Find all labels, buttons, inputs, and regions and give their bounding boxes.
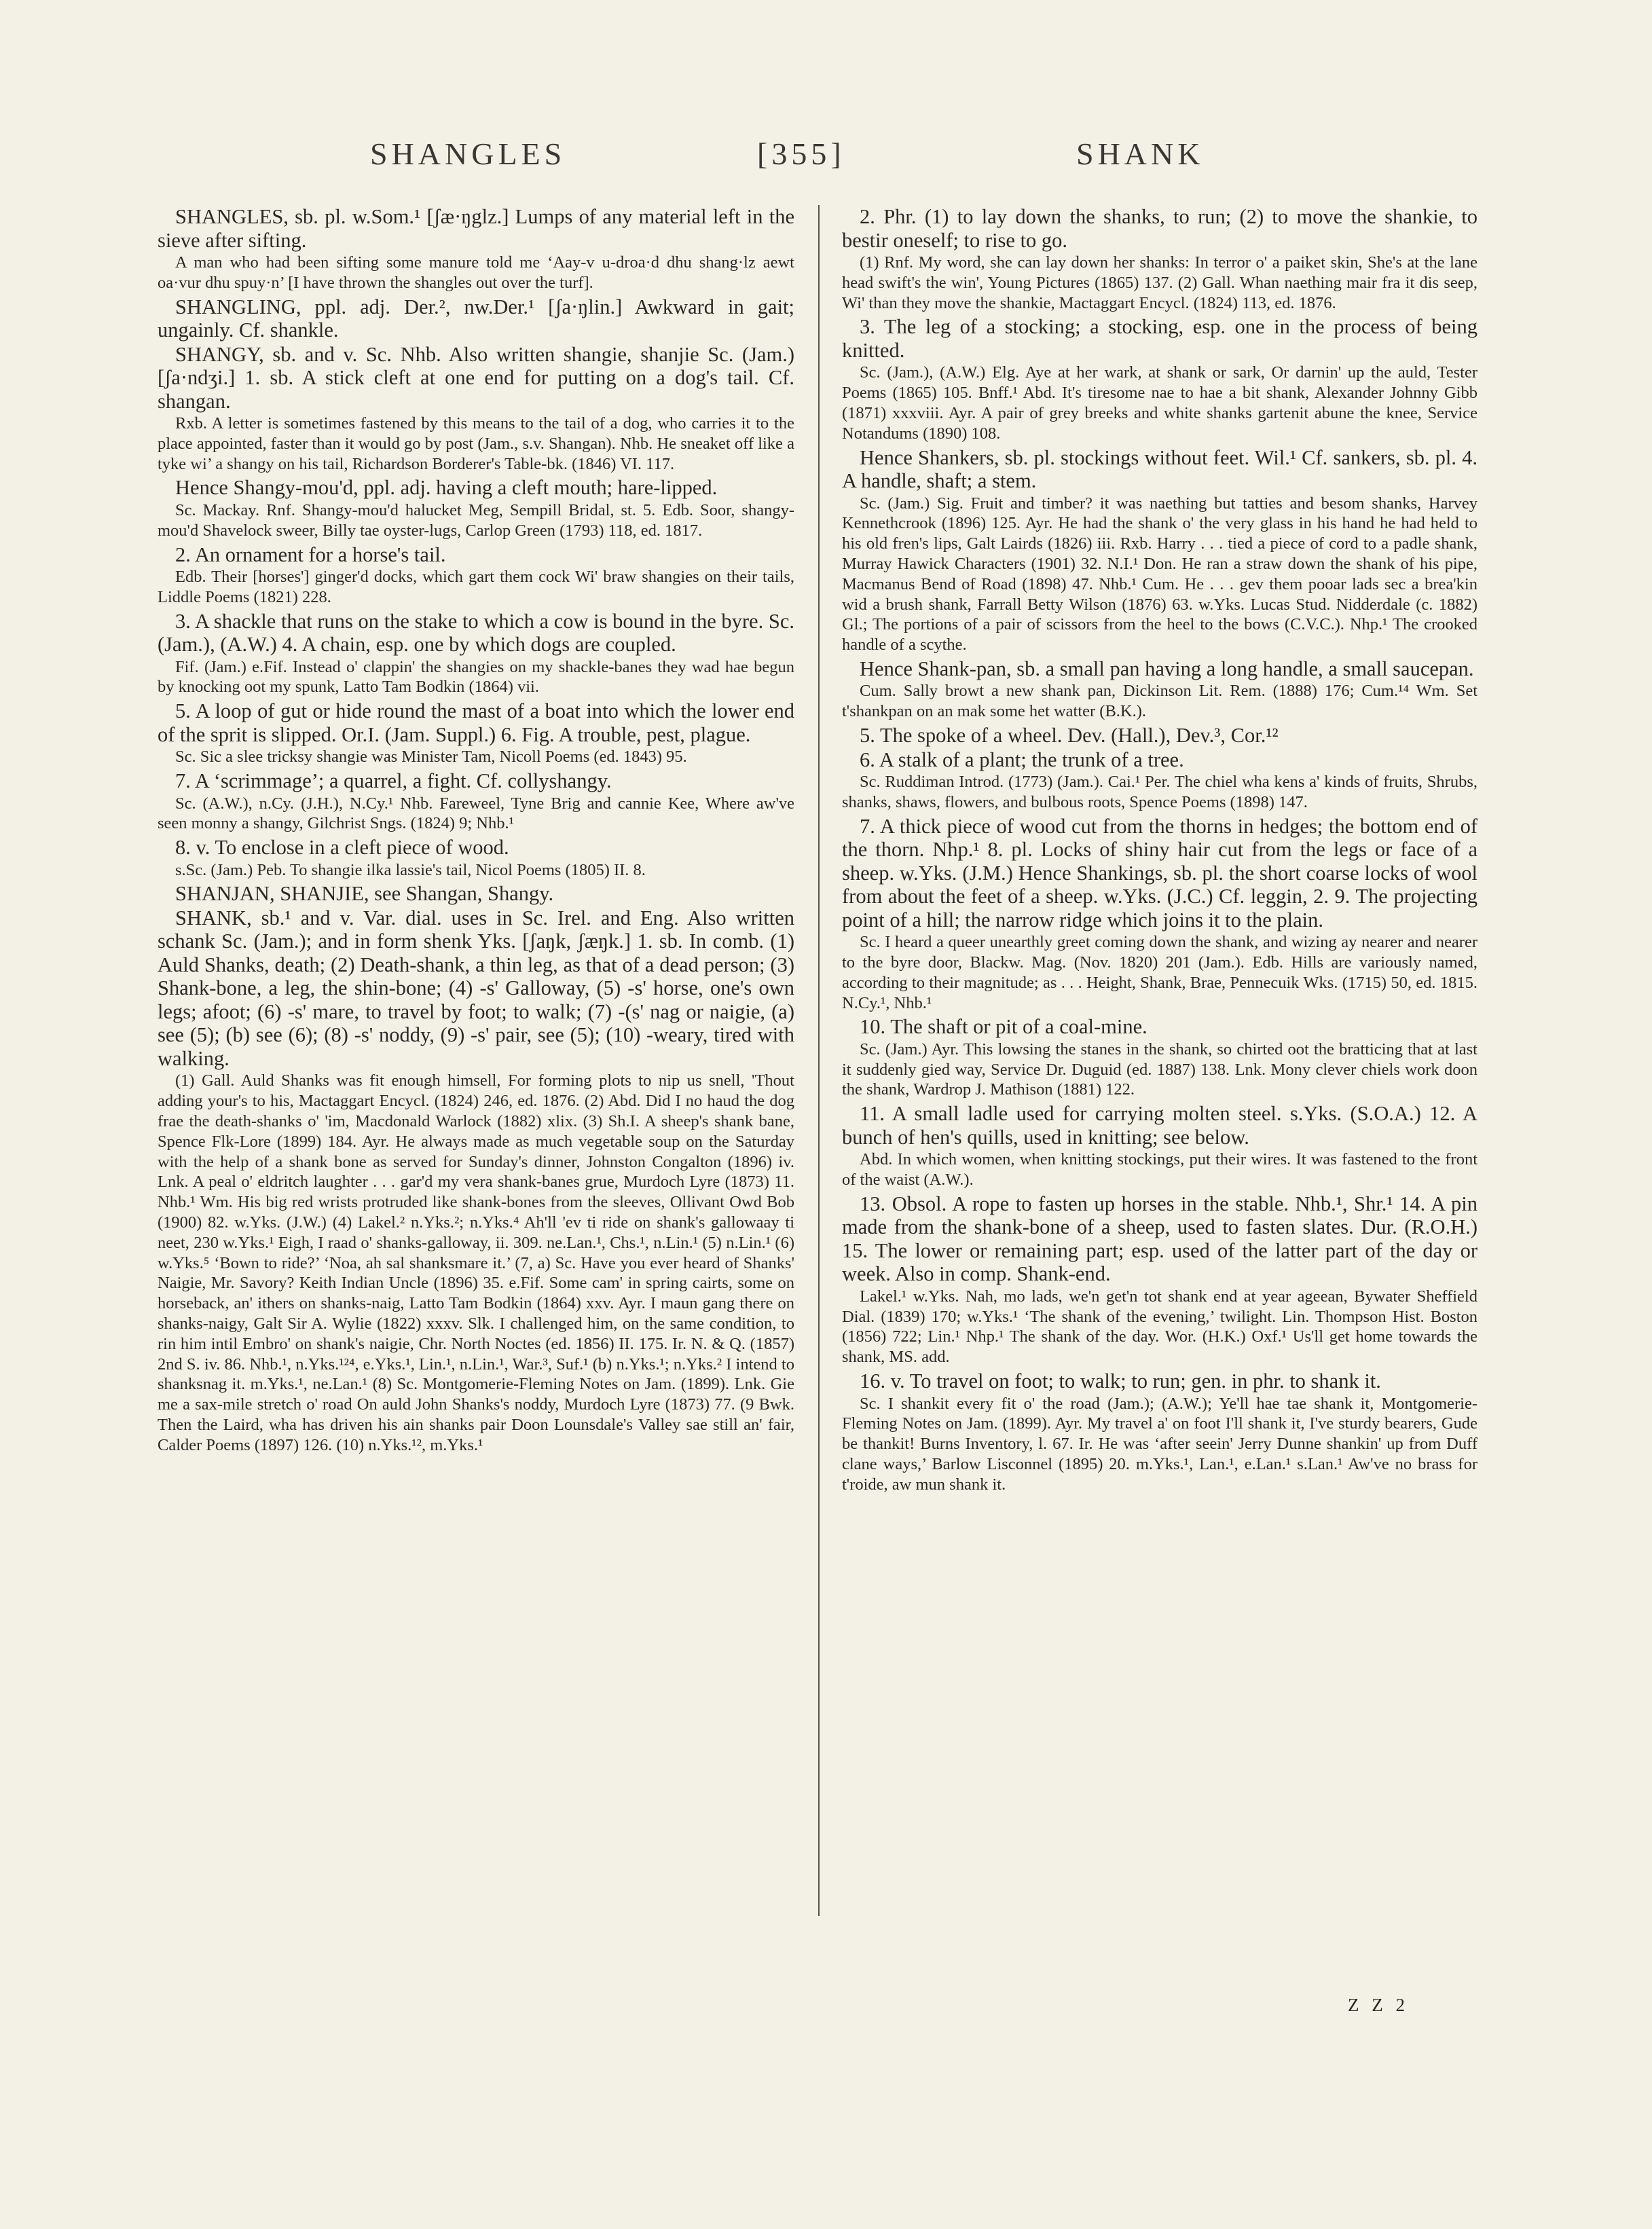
- entry-paragraph: 6. A stalk of a plant; the trunk of a tree.: [860, 748, 1184, 771]
- citation-paragraph: Sc. Sic a slee tricksy shangie was Minister Tam, Nicoll Poems (ed. 1843) 95.: [175, 748, 687, 767]
- signature-mark: Z Z 2: [1348, 1995, 1409, 2015]
- entry-paragraph: Hence Shangy-mou'd, ppl. adj. having a cleft mouth; hare-lipped.: [175, 476, 718, 500]
- entry-paragraph: Hence Shankers, sb. pl. stockings without feet. Wil.¹ Cf. sankers, sb. pl. 4. A handle, shaft; a stem.: [842, 445, 1477, 493]
- entry-paragraph: 11. A small ladle used for carrying molten steel. s.Yks. (S.O.A.) 12. A bunch of hen's quills, used in knitting; see below.: [842, 1102, 1477, 1149]
- citation-paragraph: Sc. I heard a queer unearthly greet coming down the shank, and wizing ay nearer and nearer to the byre door, Blackw. Mag. (Nov. 1820) 201 (Jam.). Edb. Hills are variously named, according to their magnitude; as . . . Height, Shank, Brae, Pennecuik Wks. (1715) 50, ed. 1815. N.Cy.¹, Nhb.¹: [842, 933, 1477, 1012]
- citation-paragraph: Sc. (Jam.) Ayr. This lowsing the stanes in the shank, so chirted oot the bratticing that at last it suddenly gied way, Service Dr. Duguid (ed. 1887) 138. Lnk. Mony clever chiels work doon the shank, Wardrop J. Mathison (1881) 122.: [842, 1039, 1477, 1099]
- left-column: [158, 205, 794, 1940]
- running-header: [0, 136, 1652, 183]
- citation-paragraph: (1) Gall. Auld Shanks was fit enough himsell, For forming plots to nip us snell, 'Thout adding your's to his, Mactaggart Encycl. (1824) 246, ed. 1876. (2) Abd. Did I no haud the dog frae the death-shanks o' 'im, Macdonald Warlock (1882) xlix. (3) Sh.I. A sheep's shank bane, Spence Flk-Lore (1899) 184. Ayr. He always made as much vegetable soup on the Saturday with the help of a shank bone as served for Sunday's dinner, Johnston Congalton (1896) iv. Lnk. A peal o' eldritch laughter . . . gar'd my vera shank-banes grue, Murdoch Lyre (1873) 11. Nhb.¹ Wm. His big red wrists protruded like shank-bones from the sleeves, Ollivant Owd Bob (1900) 82. w.Yks. (J.W.) (4) Lakel.² n.Yks.²; n.Yks.⁴ Ah'll 'ev ti ride on shank's gallowaay ti neet, 230 w.Yks.¹ Eigh, I raad o' shanks-galloway, ii. 309. ne.Lan.¹, Chs.¹, n.Lin.¹ (5) n.Lin.¹ (6) w.Yks.⁵ ‘Bown to ride?’ ‘Noa, ah sal shanksmare it.’ (7, a) Sc. Have you ever heard of Shanks' Naigie, Mr. Savory? Keith Indian Uncle (1896) 35. e.Fif. Some cam' in spring cairts, some on horseback, an' ithers on shanks-naig, Latto Tam Bodkin (1864) xxv. Ayr. I maun gang there on shanks-naigy, Galt Sir A. Wylie (1822) xxxv. Slk. I challenged him, on the same condition, to rin him intil Embro' on shank's naigie, Chr. North Noctes (ed. 1856) II. 175. Ir. N. & Q. (1857) 2nd S. iv. 86. Nhb.¹, n.Yks.¹²⁴, e.Yks.¹, Lin.¹, n.Lin.¹, War.³, Suf.¹ (b) n.Yks.¹; n.Yks.² I intend to shanksnag it. m.Yks.¹, ne.Lan.¹ (8) Sc. Montgomerie-Fleming Notes on Jam. (1899). Lnk. Gie me a sax-mile stretch o' road On auld John Shanks's noddy, Murdoch Lyre (1873) 77. (9 Bwk. Then the Laird, wha has driven his ain shanks pair Doon Lounsdale's Valley sae still an' fair, Calder Poems (1897) 126. (10) n.Yks.¹², m.Yks.¹: [158, 1071, 794, 1454]
- citation-paragraph: A man who had been sifting some manure told me ‘Aay-v u-droa·d dhu shang·lz aewt oa·vur dhu spuy·n’ [I have thrown the shangles out over the turf].: [158, 253, 794, 292]
- citation-paragraph: Sc. (Jam.) Sig. Fruit and timber? it was naething but tatties and besom shanks, Harvey Kennethcrook (1896) 125. Ayr. He had the shank o' the very glass in his hand he had held to his old fren's lips, Galt Lairds (1826) iii. Rxb. Harry . . . tied a piece of cord to a padle shank, Murray Hawick Characters (1901) 32. N.I.¹ Don. He ran a straw down the shank of his pipe, Macmanus Bend of Road (1898) 47. Nhb.¹ Cum. He . . . gev them pooar lads sec a brea'kin wid a brush shank, Farrall Betty Wilson (1876) 63. w.Yks. Lucas Stud. Nidderdale (c. 1882) Gl.; The portions of a pair of scissors from the heel to the bows (C.V.C.). Nhp.¹ The crooked handle of a scythe.: [842, 494, 1477, 655]
- citation-paragraph: s.Sc. (Jam.) Peb. To shangie ilka lassie's tail, Nicol Poems (1805) II. 8.: [175, 860, 646, 879]
- entry-paragraph: SHANGLING, ppl. adj. Der.², nw.Der.¹ [ʃa·ŋlin.] Awkward in gait; ungainly. Cf. shankle.: [158, 295, 794, 342]
- header-right-headword: SHANK: [1076, 136, 1205, 171]
- entry-paragraph: 2. An ornament for a horse's tail.: [175, 542, 446, 566]
- entry-paragraph: 3. A shackle that runs on the stake to which a cow is bound in the byre. Sc. (Jam.), (A.W.) 4. A chain, esp. one by which dogs are coupled.: [158, 609, 794, 657]
- entry-paragraph: 8. v. To enclose in a cleft piece of wood.: [175, 836, 509, 860]
- entry-paragraph: SHANK, sb.¹ and v. Var. dial. uses in Sc. Irel. and Eng. Also written schank Sc. (Jam.); and in form shenk Yks. [ʃaŋk, ʃæŋk.] 1. sb. In comb. (1) Auld Shanks, death; (2) Death-shank, a thin leg, as that of a dead person; (3) Shank-bone, a leg, the shin-bone; (4) -s' Galloway, (5) -s' horse, one's own legs; afoot; (6) -s' mare, to travel by foot; to walk; (7) -(s' nag or naigie, (a) see (5); (b) see (6); (8) -s' noddy, (9) -s' pair, see (5); (10) -weary, tired with walking.: [158, 906, 794, 1070]
- citation-paragraph: Sc. I shankit every fit o' the road (Jam.); (A.W.); Ye'll hae tae shank it, Montgomerie-Fleming Notes on Jam. (1899). Ayr. My travel a' on foot I'll shank it, I've sturdy bearers, Gude be thankit! Burns Inventory, l. 67. Ir. He was ‘after seein' Jerry Dunne shankin' up from Duff clane ways,’ Barlow Lisconnel (1895) 20. m.Yks.¹, Lan.¹, e.Lan.¹ s.Lan.¹ Aw've no brass for t'roide, aw mun shank it.: [842, 1394, 1477, 1494]
- citation-paragraph: Lakel.¹ w.Yks. Nah, mo lads, we'n get'n tot shank end at year ageean, Bywater Sheffield Dial. (1839) 170; w.Yks.¹ ‘The shank of the evening,’ twilight. Lin. Thompson Hist. Boston (1856) 722; Lin.¹ Nhp.¹ The shank of the day. Wor. (H.K.) Oxf.¹ Us'll get home towards the shank, MS. add.: [842, 1287, 1477, 1367]
- entry-paragraph: Hence Shank-pan, sb. a small pan having a long handle, a small saucepan.: [860, 657, 1474, 680]
- entry-paragraph: 10. The shaft or pit of a coal-mine.: [860, 1015, 1148, 1039]
- citation-paragraph: Rxb. A letter is sometimes fastened by this means to the tail of a dog, who carries it to the place appointed, faster than it would go by post (Jam., s.v. Shangan). Nhb. He sneaket off like a tyke wi’ a shangy on his tail, Richardson Borderer's Table-bk. (1846) VI. 117.: [158, 414, 794, 473]
- citation-paragraph: Sc. (Jam.), (A.W.) Elg. Aye at her wark, at shank or sark, Or darnin' up the auld, Tester Poems (1865) 105. Bnff.¹ Abd. It's tiresome nae to hae a bit shank, Alexander Johnny Gibb (1871) xxxviii. Ayr. A pair of grey breeks and white shanks gartenit abune the knee, Service Notandums (1890) 108.: [842, 363, 1477, 443]
- citation-paragraph: Fif. (Jam.) e.Fif. Instead o' clappin' the shangies on my shackle-banes they wad hae begun by knocking oot my spunk, Latto Tam Bodkin (1864) vii.: [158, 657, 794, 697]
- right-column: [842, 205, 1477, 1794]
- entry-paragraph: 5. The spoke of a wheel. Dev. (Hall.), Dev.³, Cor.¹²: [860, 724, 1279, 748]
- citation-paragraph: Abd. In which women, when knitting stockings, put their wires. It was fastened to the front of the waist (A.W.).: [842, 1150, 1477, 1190]
- citation-paragraph: (1) Rnf. My word, she can lay down her shanks: In terror o' a paiket skin, She's at the lane head swift's the win', Young Pictures (1865) 137. (2) Gall. Whan naething mair fra it dis seep, Wi' than they move the shankie, Mactaggart Encycl. (1824) 113, ed. 1876.: [842, 253, 1477, 312]
- entry-paragraph: 16. v. To travel on foot; to walk; to run; gen. in phr. to shank it.: [860, 1369, 1381, 1393]
- entry-paragraph: 3. The leg of a stocking; a stocking, esp. one in the process of being knitted.: [842, 315, 1477, 362]
- entry-paragraph: SHANJAN, SHANJIE, see Shangan, Shangy.: [175, 882, 554, 906]
- citation-paragraph: Sc. (A.W.), n.Cy. (J.H.), N.Cy.¹ Nhb. Fareweel, Tyne Brig and cannie Kee, Where aw've seen monny a shangy, Gilchrist Sngs. (1824) 9; Nhb.¹: [158, 794, 794, 833]
- entry-paragraph: SHANGLES, sb. pl. w.Som.¹ [ʃæ·ŋglz.] Lumps of any material left in the sieve after sifting.: [158, 205, 794, 252]
- citation-paragraph: Cum. Sally browt a new shank pan, Dickinson Lit. Rem. (1888) 176; Cum.¹⁴ Wm. Set t'shankpan on an mak some het watter (B.K.).: [842, 682, 1477, 721]
- citation-paragraph: Sc. Ruddiman Introd. (1773) (Jam.). Cai.¹ Per. The chiel wha kens a' kinds of fruits, Shrubs, shanks, shaws, flowers, and bulbous roots, Spence Poems (1898) 147.: [842, 773, 1477, 811]
- citation-paragraph: Sc. Mackay. Rnf. Shangy-mou'd halucket Meg, Sempill Bridal, st. 5. Edb. Soor, shangy-mou'd Shavelock sweer, Billy tae oyster-lugs, Carlop Green (1793) 118, ed. 1817.: [158, 500, 794, 540]
- page-number: [355]: [757, 136, 845, 171]
- entry-paragraph: 13. Obsol. A rope to fasten up horses in the stable. Nhb.¹, Shr.¹ 14. A pin made from the shank-bone of a sheep, used to fasten slates. Dur. (R.O.H.) 15. The lower or remaining part; esp. used of the latter part of the day or week. Also in comp. Shank-end.: [842, 1192, 1477, 1286]
- entry-paragraph: 7. A ‘scrimmage’; a quarrel, a fight. Cf. collyshangy.: [175, 769, 612, 793]
- column-divider: [818, 205, 820, 1916]
- entry-paragraph: 7. A thick piece of wood cut from the thorns in hedges; the bottom end of the thorn. Nhp.¹ 8. pl. Locks of shiny hair cut from the legs or face of a sheep. w.Yks. (J.M.) Hence Shankings, sb. pl. the short coarse locks of wool from about the feet of a sheep. w.Yks. (J.C.) Cf. leggin, 2. 9. The projecting point of a hill; the narrow ridge which joins it to the plain.: [842, 814, 1477, 932]
- entry-paragraph: 5. A loop of gut or hide round the mast of a boat into which the lower end of the sprit is slipped. Or.I. (Jam. Suppl.) 6. Fig. A trouble, pest, plague.: [158, 699, 794, 746]
- entry-paragraph: SHANGY, sb. and v. Sc. Nhb. Also written shangie, shanjie Sc. (Jam.) [ʃa·ndʒi.] 1. sb. A stick cleft at one end for putting on a dog's tail. Cf. shangan.: [158, 342, 794, 413]
- header-left-headword: SHANGLES: [370, 136, 566, 171]
- citation-paragraph: Edb. Their [horses'] ginger'd docks, which gart them cock Wi' braw shangies on their tails, Liddle Poems (1821) 228.: [158, 568, 794, 606]
- entry-paragraph: 2. Phr. (1) to lay down the shanks, to run; (2) to move the shankie, to bestir oneself; to rise to go.: [842, 205, 1477, 252]
